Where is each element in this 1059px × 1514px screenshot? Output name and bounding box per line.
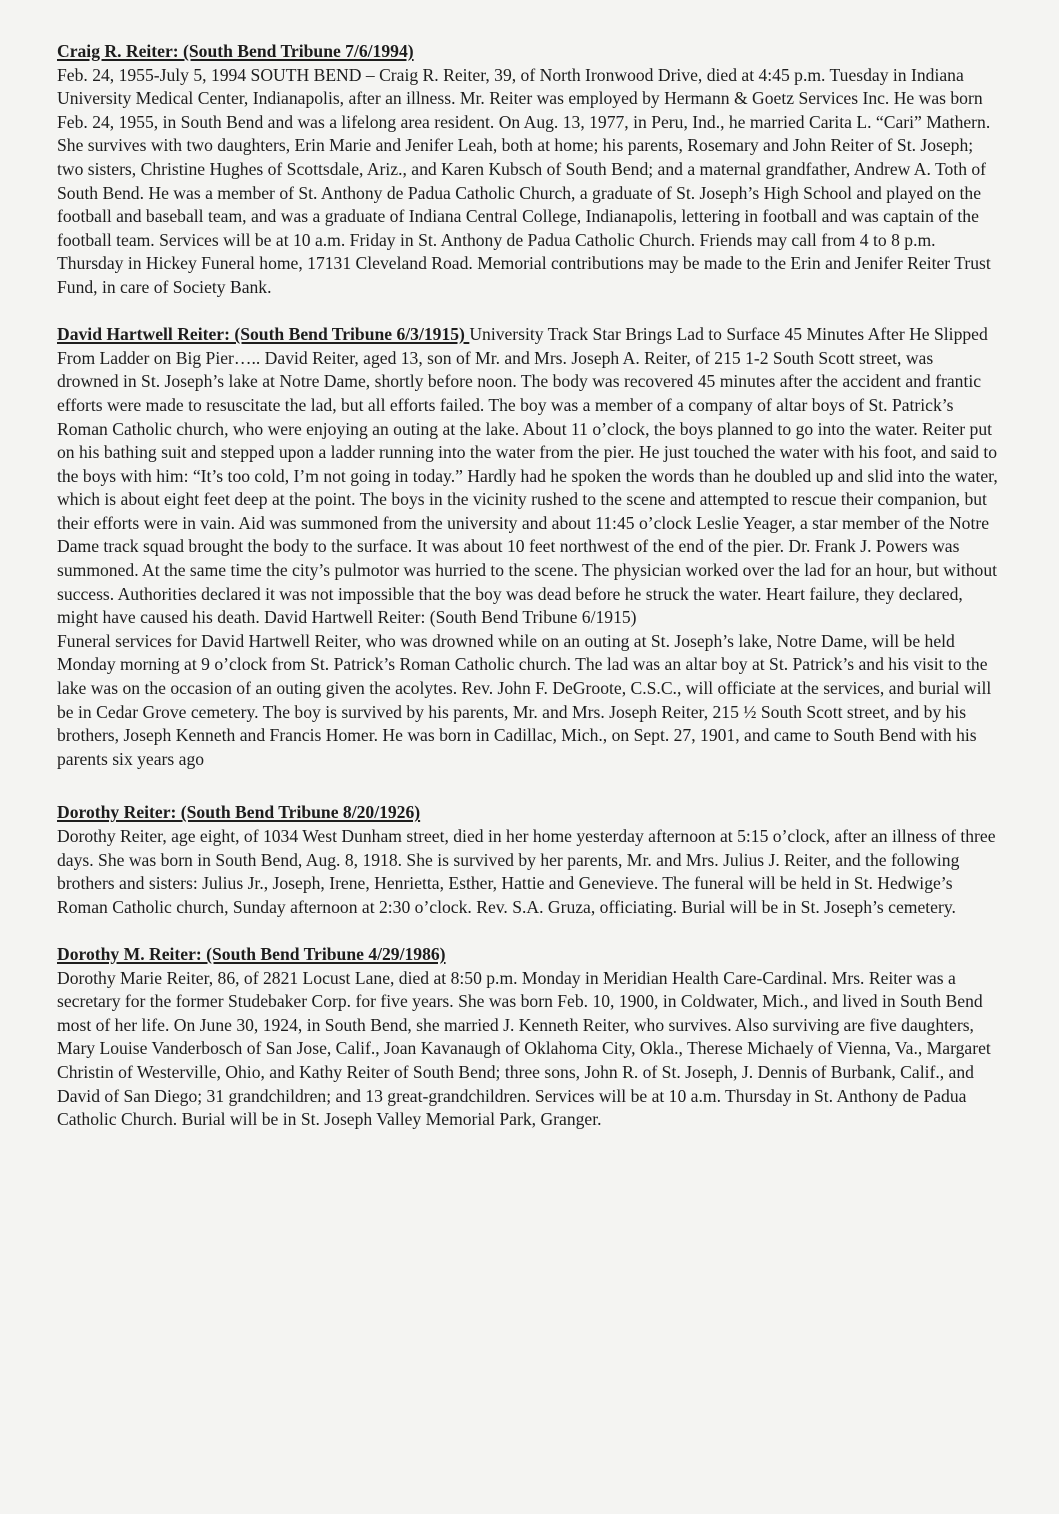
entry-heading: Dorothy M. Reiter: (South Bend Tribune 4/29/1986): [57, 943, 446, 964]
entry-paragraph: [57, 323, 999, 630]
obituary-craig-reiter: [57, 40, 999, 300]
entry-body: University Track Star Brings Lad to Surface 45 Minutes After He Slipped From Ladder on Big Pier….. David Reiter, aged 13, son of Mr. and Mrs. Joseph A. Reiter, of 215 1-2 South Scott street, was drowned in St. Joseph’s lake at Notre Dame, shortly before noon. The body was recovered 45 minutes after the accident and frantic efforts were made to resuscitate the lad, but all efforts failed. The boy was a member of a company of altar boys of St. Patrick’s Roman Catholic church, who were enjoying an outing at the lake. About 11 o’clock, the boys planned to go into the water. Reiter put on his bathing suit and stepped upon a ladder running into the water from the pier. He just touched the water with his foot, and said to the boys with him: “It’s too cold, I’m not going in today.” Hardly had he spoken the words than he doubled up and slid into the water, which is about eight feet deep at the point. The boys in the vicinity rushed to the scene and attempted to rescue their companion, but their efforts were in vain. Aid was summoned from the university and about 11:45 o’clock Leslie Yeager, a star member of the Notre Dame track squad brought the body to the surface. It was about 10 feet northwest of the end of the pier. Dr. Frank J. Powers was summoned. At the same time the city’s pulmotor was hurried to the scene. The physician worked over the lad for an hour, but without success. Authorities declared it was not impossible that the boy was dead before he struck the water. Heart failure, they declared, might have caused his death. David Hartwell Reiter: (South Bend Tribune 6/1915): [57, 324, 998, 628]
entry-heading: Craig R. Reiter: (South Bend Tribune 7/6/1994): [57, 41, 414, 61]
entry-body: Feb. 24, 1955-July 5, 1994 SOUTH BEND – Craig R. Reiter, 39, of North Ironwood Drive, died at 4:45 p.m. Tuesday in Indiana University Medical Center, Indianapolis, after an illness. Mr. Reiter was employed by Hermann & Goetz Services Inc. He was born Feb. 24, 1955, in South Bend and was a lifelong area resident. On Aug. 13, 1977, in Peru, Ind., he married Carita L. “Cari” Mathern. She survives with two daughters, Erin Marie and Jenifer Leah, both at home; his parents, Rosemary and John Reiter of St. Joseph; two sisters, Christine Hughes of Scottsdale, Ariz., and Karen Kubsch of South Bend; and a maternal grandfather, Andrew A. Toth of South Bend. He was a member of St. Anthony de Padua Catholic Church, a graduate of St. Joseph’s High School and played on the football and baseball team, and was a graduate of Indiana Central College, Indianapolis, lettering in football and was captain of the football team. Services will be at 10 a.m. Friday in St. Anthony de Padua Catholic Church. Friends may call from 4 to 8 p.m. Thursday in Hickey Funeral home, 17131 Cleveland Road. Memorial contributions may be made to the Erin and Jenifer Reiter Trust Fund, in care of Society Bank.: [57, 64, 991, 297]
entry-body-continued: Funeral services for David Hartwell Reiter, who was drowned while on an outing at St. Joseph’s lake, Notre Dame, will be held Monday morning at 9 o’clock from St. Patrick’s Roman Catholic church. The lad was an altar boy at St. Patrick’s and his visit to the lake was on the occasion of an outing given the acolytes. Rev. John F. DeGroote, C.S.C., will officiate at the services, and burial will be in Cedar Grove cemetery. The boy is survived by his parents, Mr. and Mrs. Joseph Reiter, 215 ½ South Scott street, and by his brothers, Joseph Kenneth and Francis Homer. He was born in Cadillac, Mich., on Sept. 27, 1901, and came to South Bend with his parents six years ago: [57, 630, 992, 769]
entry-heading: Dorothy Reiter: (South Bend Tribune 8/20/1926): [57, 802, 421, 823]
obituary-david-hartwell-reiter: [57, 323, 999, 771]
obituary-dorothy-m-reiter: [57, 943, 999, 1132]
entry-body: Dorothy Reiter, age eight, of 1034 West Dunham street, died in her home yesterday afternoon at 5:15 o’clock, after an illness of three days. She was born in South Bend, Aug. 8, 1918. She is survived by her parents, Mr. and Mrs. Julius J. Reiter, and the following brothers and sisters: Julius Jr., Joseph, Irene, Henrietta, Esther, Hattie and Genevieve. The funeral will be held in St. Hedwige’s Roman Catholic church, Sunday afternoon at 2:30 o’clock. Rev. S.A. Gruza, officiating. Burial will be in St. Joseph’s cemetery.: [57, 826, 996, 917]
entry-body: Dorothy Marie Reiter, 86, of 2821 Locust Lane, died at 8:50 p.m. Monday in Meridian Health Care-Cardinal. Mrs. Reiter was a secretary for the former Studebaker Corp. for five years. She was born Feb. 10, 1900, in Coldwater, Mich., and lived in South Bend most of her life. On June 30, 1924, in South Bend, she married J. Kenneth Reiter, who survives. Also surviving are five daughters, Mary Louise Vanderbosch of San Jose, Calif., Joan Kavanaugh of Oklahoma City, Okla., Therese Michaely of Vienna, Va., Margaret Christin of Westerville, Ohio, and Kathy Reiter of South Bend; three sons, John R. of St. Joseph, J. Dennis of Burbank, Calif., and David of San Diego; 31 grandchildren; and 13 great-grandchildren. Services will be at 10 a.m. Thursday in St. Anthony de Padua Catholic Church. Burial will be in St. Joseph Valley Memorial Park, Granger.: [57, 967, 991, 1130]
obituary-dorothy-reiter: [57, 801, 999, 919]
entry-heading: David Hartwell Reiter: (South Bend Tribune 6/3/1915): [57, 324, 470, 345]
